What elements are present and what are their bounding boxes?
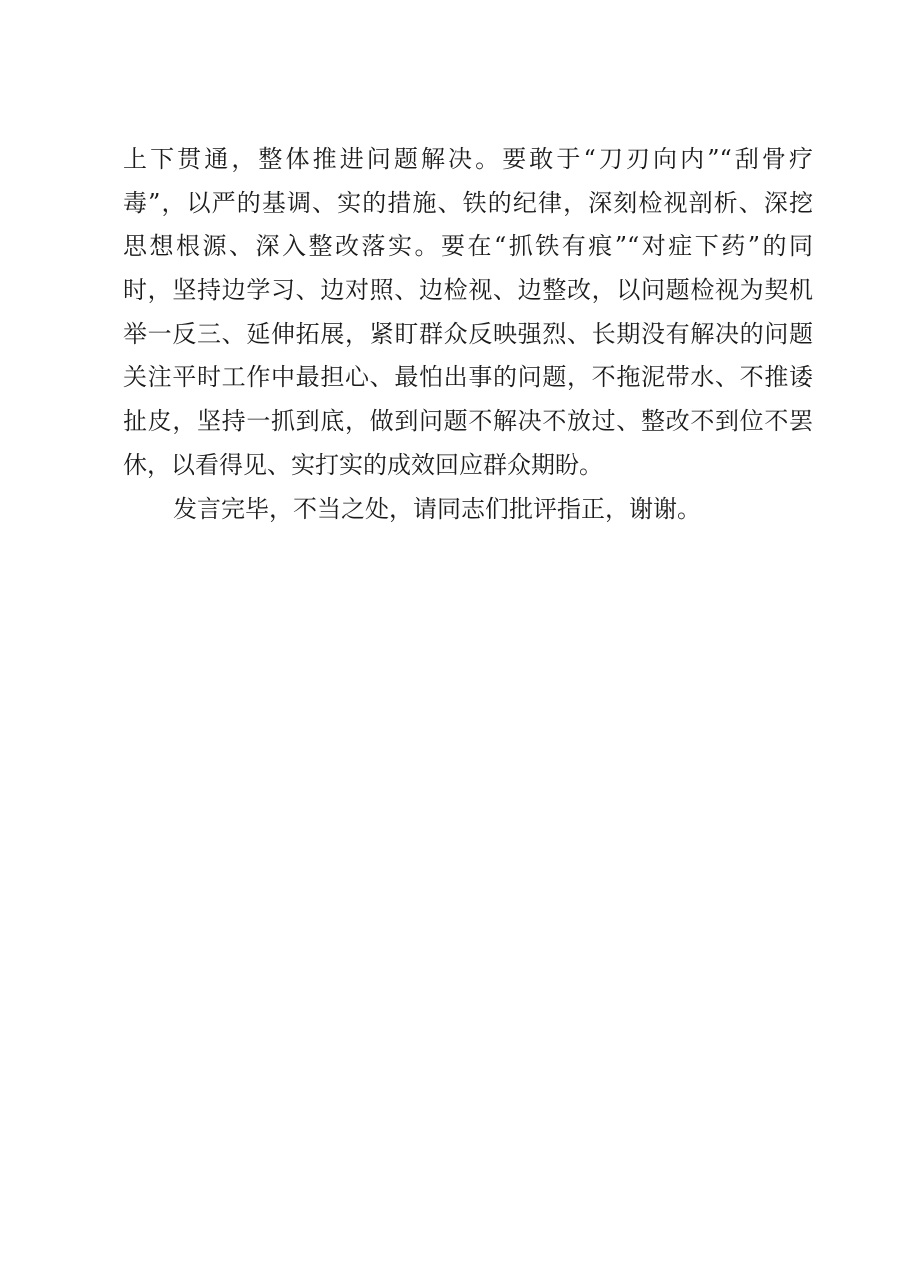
closing-paragraph: 发言完毕，不当之处，请同志们批评指正，谢谢。 — [173, 494, 701, 523]
body-line: 上下贯通，整体推进问题解决。要敢于“刀刃向内”“刮骨疗 — [123, 145, 813, 173]
body-line: 思想根源、深入整改落实。要在“抓铁有痕”“对症下药”的同 — [123, 232, 813, 261]
body-line: 毒”，以严的基调、实的措施、铁的纪律，深刻检视剖析、深挖 — [123, 188, 813, 217]
body-line: 举一反三、延伸拓展，紧盯群众反映强烈、长期没有解决的问题 — [123, 319, 813, 348]
speech-text — [123, 138, 813, 531]
body-line: 扯皮，坚持一抓到底，做到问题不解决不放过、整改不到位不罢 — [123, 407, 813, 436]
body-line: 关注平时工作中最担心、最怕出事的问题，不拖泥带水、不推诿 — [123, 363, 813, 392]
body-line: 休，以看得见、实打实的成效回应群众期盼。 — [123, 450, 603, 479]
body-line: 时，坚持边学习、边对照、边检视、边整改，以问题检视为契机 — [123, 276, 813, 305]
